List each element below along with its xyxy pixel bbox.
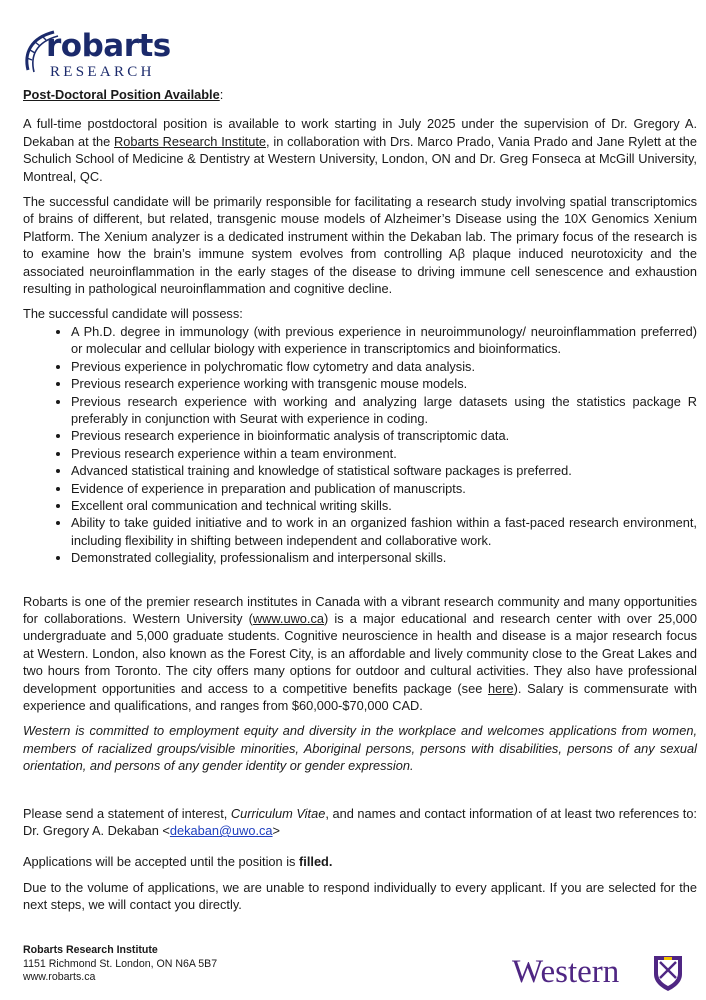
list-item: • Advanced statistical training and knowledge of statistical software packages is preferred. [71,462,697,479]
intro-text-start: A full-time postdoctoral position is available to work starting in July 2025 under the supervision of Dr. Gregory A. Dekaban at the [23,116,697,149]
list-item: • Demonstrated collegiality, professionalism and interpersonal skills. [71,549,697,566]
western-logo [512,952,688,996]
list-item: • Ability to take guided initiative and to work in an organized fashion within a fast-paced research environment, including flexibility in shifting between independent and collaborative work. [71,514,697,549]
heading-colon: : [219,87,224,102]
response-note: Due to the volume of applications, we are unable to respond individually to every applicant. If you are selected for the next steps, we will contact you directly. [23,879,697,913]
deadline-text: Applications will be accepted until the position is [23,854,300,870]
western-wordmark: Western [512,954,620,990]
footer-website: www.robarts.ca [23,971,96,983]
intro-text-end: , in collaboration with Drs. Marco Prado, Vania Prado and Jane Rylett at the Schulich School of Medicine & Dentistry at Western University, London, ON and Dr. Greg Fonseca at McGill University, Montreal, QC. [23,133,697,184]
about-text-middle: ) is a major educational and research center with over 25,000 undergraduate and 5,000 graduate students. Cognitive neuroscience in health and disease is a major research focus at Western. London, also known as the Forest City, is an affordable and lively community close to the Great Lakes and two hours from Toronto. The city offers many options for outdoor and cultural activities. They also have professional development opportunities and access to a competitive benefits package (see [23,610,697,696]
requirements-intro: The successful candidate will possess: [23,306,243,322]
logo-subtitle: RESEARCH [50,64,155,80]
application-instructions [23,805,697,840]
deadline-note [23,853,697,870]
list-item: • Evidence of experience in preparation and publication of manuscripts. [71,480,697,497]
footer-street: 1151 Richmond St. London, ON N6A 5B7 [23,957,218,970]
posting-heading [23,86,697,103]
western-crest-icon [652,954,684,992]
benefits-link[interactable]: here [487,680,514,696]
deadline-bold: filled. [299,854,333,870]
email-link[interactable]: dekaban@uwo.ca [169,823,273,839]
list-item: • Previous experience in polychromatic flow cytometry and data analysis. [71,358,697,375]
list-item: • A Ph.D. degree in immunology (with previous experience in neuroimmunology/ neuroinflammation preferred) or molecular and cellular biology with experience in transcriptomics and bioinformatics. [71,323,697,358]
robarts-logo [20,26,180,82]
requirements-list [23,323,697,567]
list-item: • Previous research experience in bioinformatic analysis of transcriptomic data. [71,427,697,444]
equity-statement: Western is committed to employment equity and diversity in the workplace and welcomes applications from women, members of racialized groups/visible minorities, Aboriginal persons, persons with disabilities, persons of any sexual orientation, and persons of any gender identity or gender expression. [23,723,697,774]
list-item: • Previous research experience within a team environment. [71,445,697,462]
job-posting [23,86,697,922]
research-description: The successful candidate will be primarily responsible for facilitating a research study involving spatial transcriptomics of brains of different, but related, transgenic mouse models of Alzheimer’s Disease using the 10X Genomics Xenium Platform. The Xenium analyzer is a dedicated instrument within the Dekaban lab. The primary focus of the research is to examine how the brain’s immune system evolves from controlling Aβ plaque induced neurotoxicity and the associated neuroinflammation in the early stages of the disease to driving immune cell senescence and exhaustion resulting in pathological neuroinflammation and cognitive decline. [23,194,697,297]
footer-address [23,944,273,985]
instructions-text-middle: , and names and contact information of at least two references to: Dr. Gregory A. Dekaban < [23,805,697,839]
footer-org-name: Robarts Research Institute [23,944,158,956]
logo-wordmark: robarts [46,28,171,64]
list-item: • Excellent oral communication and technical writing skills. [71,497,697,514]
uwo-link[interactable]: www.uwo.ca [252,610,324,626]
instructions-text-start: Please send a statement of interest, [23,805,231,821]
instructions-text-end: > [272,823,281,839]
about-text-end: ). Salary is commensurate with experience and qualifications, and ranges from $60,000-$70,000 CAD. [23,680,697,713]
intro-paragraph [23,115,697,185]
heading-text: Post-Doctoral Position Available [23,87,220,102]
about-paragraph [23,593,697,715]
list-item: • Previous research experience working with transgenic mouse models. [71,375,697,392]
list-item: • Previous research experience with working and analyzing large datasets using the statistics package R preferably in conjunction with Seurat with experience in coding. [71,393,697,428]
robarts-institute-link[interactable]: Robarts Research Institute [114,133,267,149]
about-text-start: Robarts is one of the premier research institutes in Canada with a vibrant research community and many opportunities for collaborations. Western University ( [23,593,697,626]
cv-term: Curriculum Vitae [230,805,326,821]
